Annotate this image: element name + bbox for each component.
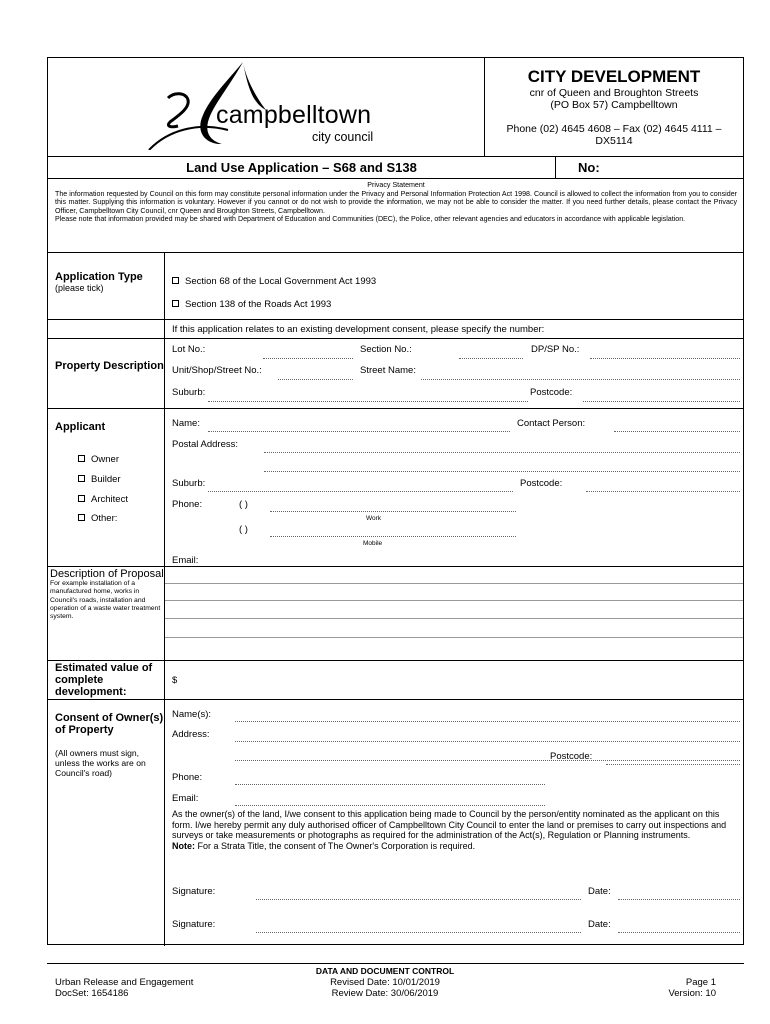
owner-email-label: Email: <box>172 793 199 804</box>
applicant-label: Applicant <box>55 421 106 433</box>
phone-label: Phone: <box>172 499 203 510</box>
proposal-line-1[interactable] <box>165 583 743 584</box>
date-label-1: Date: <box>588 886 611 897</box>
existing-consent-note: If this application relates to an existing development consent, please specify the number: <box>172 324 545 335</box>
checkbox-icon[interactable] <box>78 455 85 462</box>
checkbox-icon[interactable] <box>172 300 179 307</box>
form-title: Land Use Application – S68 and S138 <box>48 157 556 178</box>
unit-label: Unit/Shop/Street No.: <box>172 365 262 376</box>
footer-department: Urban Release and Engagement <box>55 977 194 988</box>
date-field-1[interactable] <box>618 899 740 900</box>
logo-area <box>48 58 485 157</box>
lot-field[interactable] <box>263 358 353 359</box>
owner-address-field-2[interactable] <box>235 760 740 761</box>
owner-email-field[interactable] <box>235 805 545 806</box>
dpsp-label: DP/SP No.: <box>531 344 580 355</box>
suburb-field[interactable] <box>208 401 528 402</box>
section-field[interactable] <box>459 358 523 359</box>
phone-work-field[interactable] <box>270 511 516 512</box>
property-label-cell <box>48 339 165 408</box>
applicant-postcode-field[interactable] <box>586 491 740 492</box>
owner-address-label: Address: <box>172 729 210 740</box>
contact-person-label: Contact Person: <box>517 418 586 429</box>
phone-line: Phone (02) 4645 4608 – Fax (02) 4645 4111 – <box>506 123 722 135</box>
title-row <box>48 157 743 179</box>
estimate-dollar-sign: $ <box>172 675 178 686</box>
form-header <box>48 58 743 157</box>
property-label: Property Description <box>55 360 164 372</box>
signature-label-1: Signature: <box>172 886 216 897</box>
applicant-name-field[interactable] <box>208 431 510 432</box>
option-section-138[interactable]: Section 138 of the Roads Act 1993 <box>172 299 331 310</box>
owner-consent-note: (All owners must sign, unless the works are on Council's road) <box>55 748 146 778</box>
privacy-statement <box>48 179 743 253</box>
owner-consent-label: Consent of Owner(s) of Property <box>55 712 164 736</box>
proposal-label-cell <box>48 567 165 660</box>
checkbox-icon[interactable] <box>78 475 85 482</box>
document-footer <box>47 963 744 1013</box>
dpsp-field[interactable] <box>590 358 740 359</box>
owner-names-label: Name(s): <box>172 709 212 720</box>
checkbox-icon[interactable] <box>78 495 85 502</box>
signature-field-2[interactable] <box>256 932 581 933</box>
signature-label-2: Signature: <box>172 919 216 930</box>
proposal-section <box>48 567 743 661</box>
owner-phone-field[interactable] <box>235 784 545 785</box>
proposal-line-2[interactable] <box>165 600 743 601</box>
dx-line: DX5114 <box>595 135 633 147</box>
street-label: Street Name: <box>360 365 416 376</box>
section-label: Section No.: <box>360 344 412 355</box>
footer-page: Page 1 <box>685 977 716 988</box>
existing-consent-label-cell <box>48 320 165 338</box>
address-line-2: (PO Box 57) Campbelltown <box>550 99 678 111</box>
phone-mobile-area-code: ( ) <box>239 524 248 535</box>
checkbox-icon[interactable] <box>172 277 179 284</box>
postal-address-label: Postal Address: <box>172 439 239 450</box>
application-form <box>47 57 744 945</box>
postcode-field[interactable] <box>583 401 740 402</box>
name-label: Name: <box>172 418 200 429</box>
footer-revised-date: Revised Date: 10/01/2019 <box>330 977 440 988</box>
owner-consent-section <box>48 700 743 946</box>
footer-version: Version: 10 <box>668 988 716 999</box>
owner-consent-statement: As the owner(s) of the land, I/we consent to this application being made to Council by the person/entity nominated as the applicant on this form. I/we hereby permit any duly authorised officer of Campbelltown City Council to enter the land or premises to carry out inspections and surveys or take measurements or photographs as required for the administration of the Act(s), Regulation or Planning instruments. Note: For a Strata Title, the consent of The Owner's Corporation is required. <box>172 809 727 851</box>
postal-address-field[interactable] <box>264 452 740 453</box>
footer-review-date: Review Date: 30/06/2019 <box>331 988 439 999</box>
owner-address-field[interactable] <box>235 741 740 742</box>
property-section <box>48 339 743 409</box>
logo-wordmark: campbelltown <box>216 101 372 129</box>
applicant-type-builder[interactable]: Builder <box>78 474 121 485</box>
estimate-section <box>48 661 743 700</box>
existing-consent-row <box>48 320 743 339</box>
privacy-body-2: Please note that information provided may be shared with Department of Education and Communities (DEC), the Police, other relevant agencies and educators in accordance with applicable legislation. <box>55 215 686 224</box>
owner-names-field[interactable] <box>235 721 740 722</box>
estimate-label: Estimated value of complete development: <box>55 662 153 698</box>
application-number-label: No: <box>578 160 600 175</box>
suburb-label: Suburb: <box>172 387 206 398</box>
unit-field[interactable] <box>278 379 353 380</box>
owner-postcode-label: Postcode: <box>550 751 593 762</box>
footer-docset: DocSet: 1654186 <box>55 988 129 999</box>
contact-person-field[interactable] <box>614 431 740 432</box>
applicant-section <box>48 409 743 567</box>
applicant-suburb-field[interactable] <box>208 491 513 492</box>
application-type-hint: (please tick) <box>55 283 104 293</box>
department-title: CITY DEVELOPMENT <box>527 67 701 86</box>
footer-control-title: DATA AND DOCUMENT CONTROL <box>315 966 455 976</box>
signature-field-1[interactable] <box>256 899 581 900</box>
lot-label: Lot No.: <box>172 344 206 355</box>
phone-work-caption: Work <box>366 515 382 522</box>
applicant-suburb-label: Suburb: <box>172 478 206 489</box>
date-field-2[interactable] <box>618 932 740 933</box>
application-type-section <box>48 253 743 320</box>
phone-mobile-field[interactable] <box>270 536 516 537</box>
proposal-line-4[interactable] <box>165 637 743 638</box>
owner-phone-label: Phone: <box>172 772 203 783</box>
applicant-type-owner[interactable]: Owner <box>78 454 119 465</box>
applicant-label-cell <box>48 409 165 566</box>
phone-work-area-code: ( ) <box>239 499 248 510</box>
logo-subtitle: city council <box>312 130 374 144</box>
date-label-2: Date: <box>588 919 611 930</box>
owner-postcode-field[interactable] <box>606 764 740 765</box>
department-info <box>485 58 743 157</box>
applicant-type-other[interactable]: Other: <box>78 513 117 524</box>
proposal-line-3[interactable] <box>165 618 743 619</box>
proposal-hint: For example installation of a manufactured home, works in Council's roads, installation and operation of a waste water treatment system. <box>50 580 161 621</box>
phone-mobile-caption: Mobile <box>363 540 383 547</box>
postcode-label: Postcode: <box>530 387 573 398</box>
email-label: Email: <box>172 555 199 566</box>
privacy-heading: Privacy Statement <box>367 181 425 189</box>
applicant-postcode-label: Postcode: <box>520 478 563 489</box>
proposal-label: Description of Proposal <box>50 568 164 580</box>
option-section-68[interactable]: Section 68 of the Local Government Act 1993 <box>172 276 376 287</box>
application-type-label-cell <box>48 253 165 319</box>
privacy-body: The information requested by Council on this form may constitute personal information under the Privacy and Personal Information Protection Act 1998. Council is allowed to collect the information from you to consider this matter. Supplying this information is voluntary. However if you cannot or do not wish to provide the information, we may not be able to consider the matter. If you need further details, please contact the Privacy Officer, Campbelltown City Council, cnr Queen and Broughton Streets, Campbelltown. <box>55 189 737 215</box>
postal-address-field-2[interactable] <box>264 471 740 472</box>
estimate-label-cell <box>48 661 165 699</box>
owner-consent-label-cell <box>48 700 165 946</box>
checkbox-icon[interactable] <box>78 514 85 521</box>
applicant-type-architect[interactable]: Architect <box>78 494 128 505</box>
address-line-1: cnr of Queen and Broughton Streets <box>529 87 699 99</box>
street-field[interactable] <box>421 379 740 380</box>
application-type-label: Application Type <box>55 271 143 283</box>
